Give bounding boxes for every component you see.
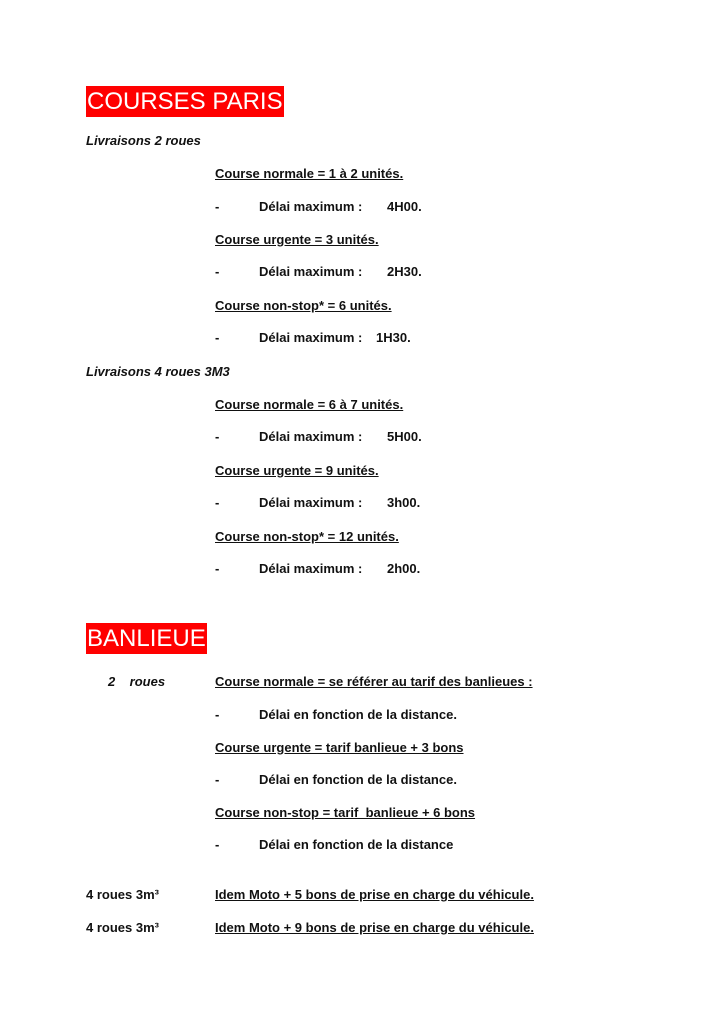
delay-value: 1H30. xyxy=(376,330,411,345)
delay-label: Délai maximum : xyxy=(259,429,363,444)
delay-value: 3h00. xyxy=(387,495,421,510)
bullet-dash: - xyxy=(215,707,220,722)
section-title-courses-paris: COURSES PARIS xyxy=(87,88,283,115)
course-urgente-line: Course urgente = 3 unités. xyxy=(215,232,379,247)
course-normale-line: Course normale = 1 à 2 unités. xyxy=(215,166,404,181)
delay-value: 2h00. xyxy=(387,561,421,576)
delay-label: Délai maximum : xyxy=(259,264,363,279)
delay-text: Délai en fonction de la distance. xyxy=(259,707,457,722)
subheading-livraisons-4-roues: Livraisons 4 roues 3M3 xyxy=(86,364,230,379)
label-2-roues: 2 roues xyxy=(108,674,166,689)
idem-moto-9-bons-line: Idem Moto + 9 bons de prise en charge du véhicule. xyxy=(215,920,534,935)
bullet-dash: - xyxy=(215,837,220,852)
bullet-dash: - xyxy=(215,199,220,214)
delay-value: 2H30. xyxy=(387,264,422,279)
bullet-dash: - xyxy=(215,429,220,444)
delay-value: 5H00. xyxy=(387,429,422,444)
bullet-dash: - xyxy=(215,495,220,510)
delay-value: 4H00. xyxy=(387,199,422,214)
delay-label: Délai maximum : xyxy=(259,199,363,214)
course-non-stop-line: Course non-stop* = 12 unités. xyxy=(215,529,399,544)
bullet-dash: - xyxy=(215,264,220,279)
subheading-livraisons-2-roues: Livraisons 2 roues xyxy=(86,133,201,148)
course-non-stop-line: Course non-stop* = 6 unités. xyxy=(215,298,392,313)
bullet-dash: - xyxy=(215,330,220,345)
course-normale-line: Course normale = 6 à 7 unités. xyxy=(215,397,404,412)
label-4-roues-3m3: 4 roues 3m³ xyxy=(86,920,159,935)
banlieue-course-normale-line: Course normale = se référer au tarif des banlieues : xyxy=(215,674,533,689)
delay-text: Délai en fonction de la distance. xyxy=(259,772,457,787)
delay-label: Délai maximum : xyxy=(259,330,363,345)
course-urgente-line: Course urgente = 9 unités. xyxy=(215,463,379,478)
label-4-roues-3m3: 4 roues 3m³ xyxy=(86,887,159,902)
delay-label: Délai maximum : xyxy=(259,495,363,510)
delay-label: Délai maximum : xyxy=(259,561,363,576)
bullet-dash: - xyxy=(215,561,220,576)
banlieue-course-non-stop-line: Course non-stop = tarif banlieue + 6 bons xyxy=(215,805,476,820)
banlieue-course-urgente-line: Course urgente = tarif banlieue + 3 bons xyxy=(215,740,464,755)
idem-moto-5-bons-line: Idem Moto + 5 bons de prise en charge du véhicule. xyxy=(215,887,534,902)
delay-text: Délai en fonction de la distance xyxy=(259,837,454,852)
section-title-banlieue: BANLIEUE xyxy=(87,625,206,652)
bullet-dash: - xyxy=(215,772,220,787)
